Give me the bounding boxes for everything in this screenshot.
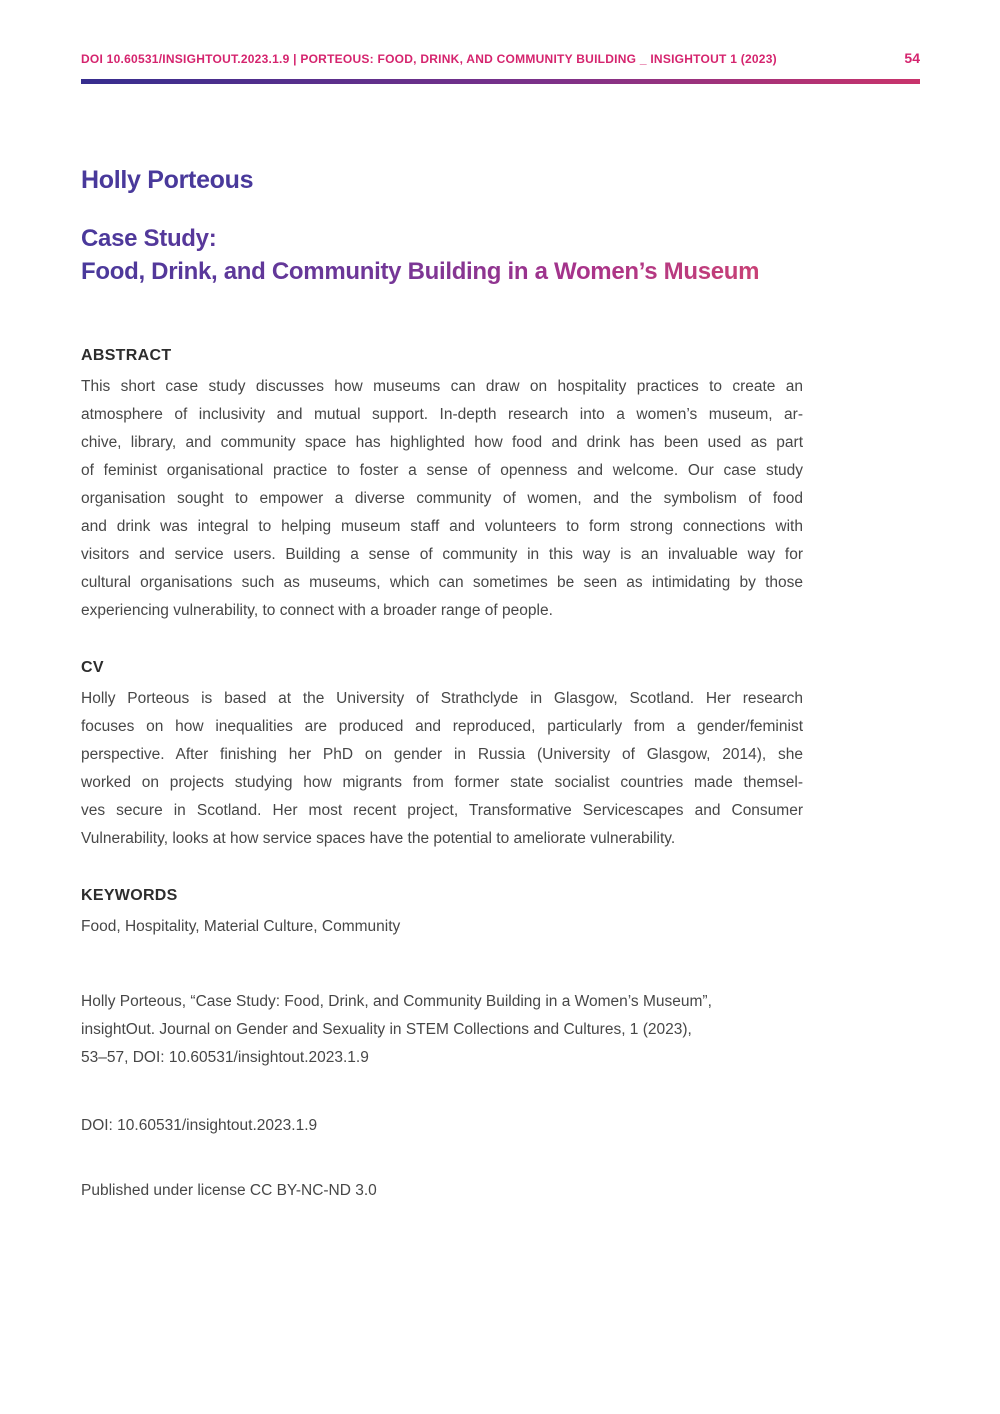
keywords-list: Food, Hospitality, Material Culture, Community — [81, 918, 401, 935]
license-line: Published under license CC BY-NC-ND 3.0 — [81, 1182, 377, 1199]
running-header — [81, 50, 920, 66]
title-line-2: Food, Drink, and Community Building in a Women’s Museum — [81, 258, 760, 285]
abstract-text-line: visitors and service users. Building a sense of community in this way is an invaluable way for — [81, 546, 803, 563]
running-header-text: DOI 10.60531/INSIGHTOUT.2023.1.9 | PORTEOUS: FOOD, DRINK, AND COMMUNITY BUILDING _ INSIGHTOUT 1 (2023) — [81, 52, 777, 66]
article-title — [81, 222, 841, 288]
article-content — [81, 166, 803, 1205]
cv-section — [81, 659, 803, 853]
citation-block — [81, 988, 803, 1072]
header-rule-divider — [81, 79, 920, 84]
abstract-text-line: and drink was integral to helping museum staff and volunteers to form strong connections with — [81, 518, 803, 535]
cv-text-line: Holly Porteous is based at the University of Strathclyde in Glasgow, Scotland. Her research — [81, 690, 803, 707]
abstract-text-line: cultural organisations such as museums, which can sometimes be seen as intimidating by those — [81, 574, 803, 591]
cv-text-line: Vulnerability, looks at how service spaces have the potential to ameliorate vulnerability. — [81, 830, 676, 847]
abstract-heading: ABSTRACT — [81, 347, 172, 364]
page-number: 54 — [904, 50, 920, 66]
abstract-text-line: This short case study discusses how museums can draw on hospitality practices to create an — [81, 378, 803, 395]
citation-text-line: 53–57, DOI: 10.60531/insightout.2023.1.9 — [81, 1049, 369, 1066]
abstract-body — [81, 373, 803, 625]
author-name: Holly Porteous — [81, 166, 254, 194]
abstract-section — [81, 347, 803, 625]
cv-text-line: perspective. After finishing her PhD on gender in Russia (University of Glasgow, 2014), she — [81, 746, 803, 763]
abstract-text-line: of feminist organisational practice to foster a sense of openness and welcome. Our case study — [81, 462, 803, 479]
cv-body — [81, 685, 803, 853]
title-line-1: Case Study: — [81, 225, 217, 252]
cv-text-line: focuses on how inequalities are produced and reproduced, particularly from a gender/feminist — [81, 718, 803, 735]
doi-line: DOI: 10.60531/insightout.2023.1.9 — [81, 1117, 318, 1134]
citation-text-line: Holly Porteous, “Case Study: Food, Drink, and Community Building in a Women’s Museum”, — [81, 993, 712, 1010]
keywords-section — [81, 887, 803, 941]
cv-heading: CV — [81, 659, 104, 676]
abstract-text-line: chive, library, and community space has highlighted how food and drink has been used as part — [81, 434, 803, 451]
cv-text-line: worked on projects studying how migrants from former state socialist countries made themsel- — [81, 774, 803, 791]
abstract-text-line: organisation sought to empower a diverse community of women, and the symbolism of food — [81, 490, 803, 507]
keywords-heading: KEYWORDS — [81, 887, 178, 904]
citation-text-line: insightOut. Journal on Gender and Sexuality in STEM Collections and Cultures, 1 (2023), — [81, 1021, 692, 1038]
abstract-text-line: experiencing vulnerability, to connect with a broader range of people. — [81, 602, 553, 619]
cv-text-line: ves secure in Scotland. Her most recent project, Transformative Servicescapes and Consumer — [81, 802, 803, 819]
abstract-text-line: atmosphere of inclusivity and mutual support. In-depth research into a women’s museum, ar- — [81, 406, 803, 423]
